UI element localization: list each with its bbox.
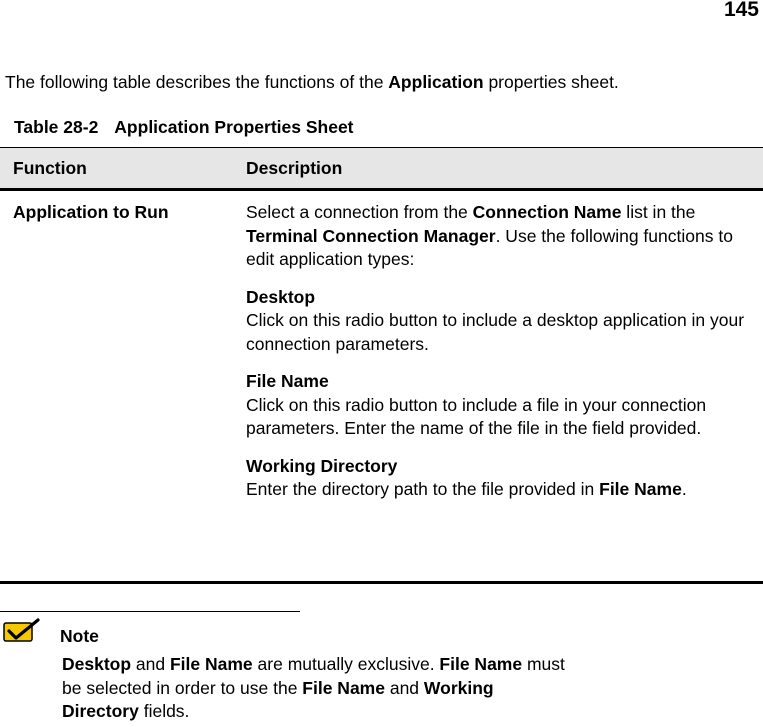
table-header-row: [0, 147, 763, 191]
table-caption-number: Table 28-2: [14, 117, 99, 137]
table-row: [0, 191, 763, 584]
desc-intro-text-3: . Use the following functions to edit application types:: [246, 225, 733, 269]
note-bold-desktop: Desktop: [62, 654, 132, 674]
intro-text-end: properties sheet.: [483, 72, 619, 92]
note-text-3: must be selected in order to use the: [62, 654, 565, 698]
desktop-text: Click on this radio button to include a desktop application in your connection parameters.: [246, 310, 745, 354]
note-label: Note: [60, 626, 99, 646]
file-name-text: Click on this radio button to include a file in your connection parameters. Enter the name of the file in the field provided.: [246, 394, 707, 438]
note-text-5: fields.: [138, 701, 190, 721]
working-directory-text: Enter the directory path to the file provided in: [246, 479, 600, 499]
working-directory-title: Working Directory: [246, 455, 398, 476]
table-caption-title: Application Properties Sheet: [114, 117, 354, 137]
intro-bold-application: Application: [388, 72, 484, 92]
note-text-2: are mutually exclusive.: [252, 654, 440, 674]
desktop-title: Desktop: [246, 286, 316, 307]
note-text-1: and: [131, 654, 170, 674]
checkmark-note-icon: [3, 618, 41, 642]
header-function: Function: [13, 158, 87, 178]
header-description: Description: [246, 158, 343, 178]
working-directory-bold-file-name: File Name: [599, 479, 682, 499]
note-bold-working-directory: Working Directory: [62, 677, 494, 721]
desc-intro-text-1: Select a connection from the: [246, 202, 473, 222]
note-text-4: and: [384, 677, 424, 698]
desc-intro-connection-name: Connection Name: [472, 202, 622, 222]
note-divider: [0, 611, 300, 612]
file-name-title: File Name: [246, 371, 329, 391]
desktop-block: [246, 286, 751, 357]
working-directory-block: [246, 455, 751, 502]
row-function-name: Application to Run: [13, 202, 169, 222]
application-properties-table: [0, 147, 763, 584]
intro-text-start: The following table describes the functions of the: [5, 72, 389, 92]
intro-paragraph: [5, 72, 619, 93]
note-bold-file-name-3: File Name: [302, 677, 385, 698]
note-bold-file-name-2: File Name: [439, 654, 523, 674]
note-body: [62, 653, 572, 724]
row-description: [246, 201, 751, 502]
file-name-block: [246, 370, 751, 441]
desc-intro-terminal-connection-manager: Terminal Connection Manager: [246, 225, 496, 246]
table-caption: [14, 117, 354, 138]
page-number: 145: [723, 0, 759, 21]
desc-intro-text-2: list in the: [621, 202, 696, 222]
desc-intro: [246, 201, 751, 272]
note-bold-file-name-1: File Name: [169, 654, 253, 674]
working-directory-end: .: [681, 479, 687, 499]
